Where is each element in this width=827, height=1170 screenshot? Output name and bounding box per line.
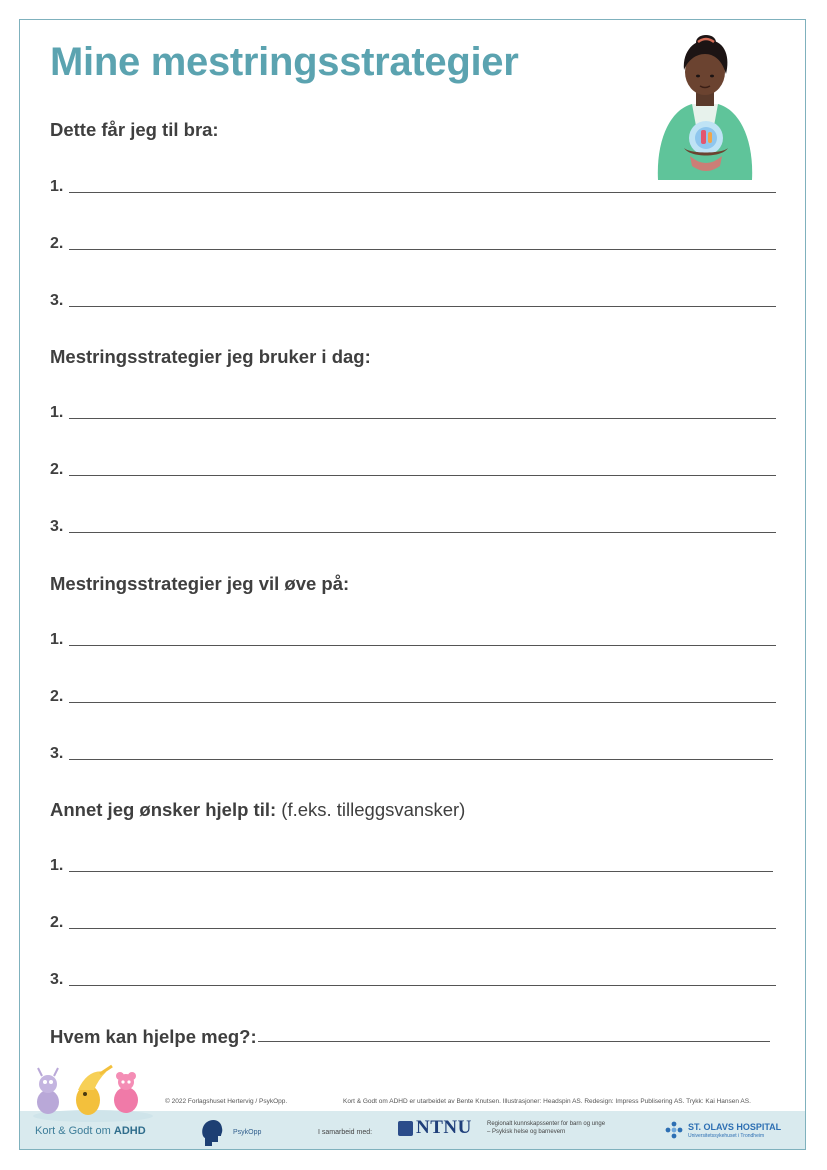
answer-line[interactable] <box>50 964 776 986</box>
line-number: 1. <box>50 404 64 421</box>
section-heading-good-at: Dette får jeg til bra: <box>50 119 219 140</box>
credits-text: Kort & Godt om ADHD er utarbeidet av Bente Knutsen. Illustrasjoner: Headspin AS. Redesign: Impress Publisering AS. Trykk: Kai Hansen AS. <box>343 1098 751 1105</box>
rkbu-text <box>487 1121 605 1136</box>
line-number: 2. <box>50 688 64 705</box>
other-help-label: Annet jeg ønsker hjelp til: <box>50 799 277 820</box>
st-olavs-cross-icon <box>665 1121 683 1139</box>
line-number: 3. <box>50 292 64 309</box>
series-prefix: Kort & Godt om <box>35 1125 114 1137</box>
series-topic: ADHD <box>113 1125 146 1137</box>
line-number: 3. <box>50 518 64 535</box>
line-number: 2. <box>50 914 64 931</box>
line-number: 2. <box>50 461 64 478</box>
answer-line[interactable] <box>50 285 776 307</box>
rkbu-line-1: Regionalt kunnskapssenter for barn og unge <box>487 1121 606 1127</box>
line-number: 1. <box>50 631 64 648</box>
answer-line[interactable] <box>50 907 776 929</box>
line-number: 3. <box>50 971 64 988</box>
st-olavs-subtitle: Universitetssykehuset i Trondheim <box>688 1133 765 1139</box>
ntnu-logo-icon <box>398 1121 413 1136</box>
answer-line[interactable] <box>50 228 776 250</box>
other-help-note: (f.eks. tilleggsvansker) <box>281 799 466 820</box>
woman-illustration <box>640 30 770 180</box>
creatures-illustration <box>28 1060 158 1122</box>
section-heading-strategies-practice: Mestringsstrategier jeg vil øve på: <box>50 573 350 594</box>
answer-line[interactable] <box>50 738 773 760</box>
answer-line[interactable] <box>50 850 773 872</box>
page-title: Mine mestringsstrategier <box>50 40 519 84</box>
ntnu-logo-text: NTNU <box>416 1117 472 1138</box>
answer-line[interactable] <box>50 624 776 646</box>
line-number: 1. <box>50 178 64 195</box>
section-heading-strategies-today: Mestringsstrategier jeg bruker i dag: <box>50 346 371 367</box>
answer-line[interactable] <box>50 171 776 193</box>
psykopp-head-icon <box>201 1118 223 1146</box>
series-title <box>35 1125 146 1137</box>
answer-line[interactable] <box>50 397 776 419</box>
collaboration-label: I samarbeid med: <box>318 1129 373 1136</box>
answer-line[interactable] <box>50 681 776 703</box>
st-olavs-name: ST. OLAVS HOSPITAL <box>688 1122 782 1132</box>
answer-line[interactable] <box>50 511 776 533</box>
line-number: 3. <box>50 745 64 762</box>
section-heading-other-help <box>50 799 465 821</box>
copyright-text: © 2022 Forlagshuset Hertervig / PsykOpp. <box>165 1098 288 1105</box>
who-can-help-line[interactable] <box>258 1041 770 1042</box>
line-number: 1. <box>50 857 64 874</box>
answer-line[interactable] <box>50 454 776 476</box>
rkbu-line-2: – Psykisk helse og barnevern <box>487 1128 566 1135</box>
who-can-help-label: Hvem kan hjelpe meg?: <box>50 1026 257 1047</box>
psykopp-label: PsykOpp <box>233 1129 262 1136</box>
line-number: 2. <box>50 235 64 252</box>
